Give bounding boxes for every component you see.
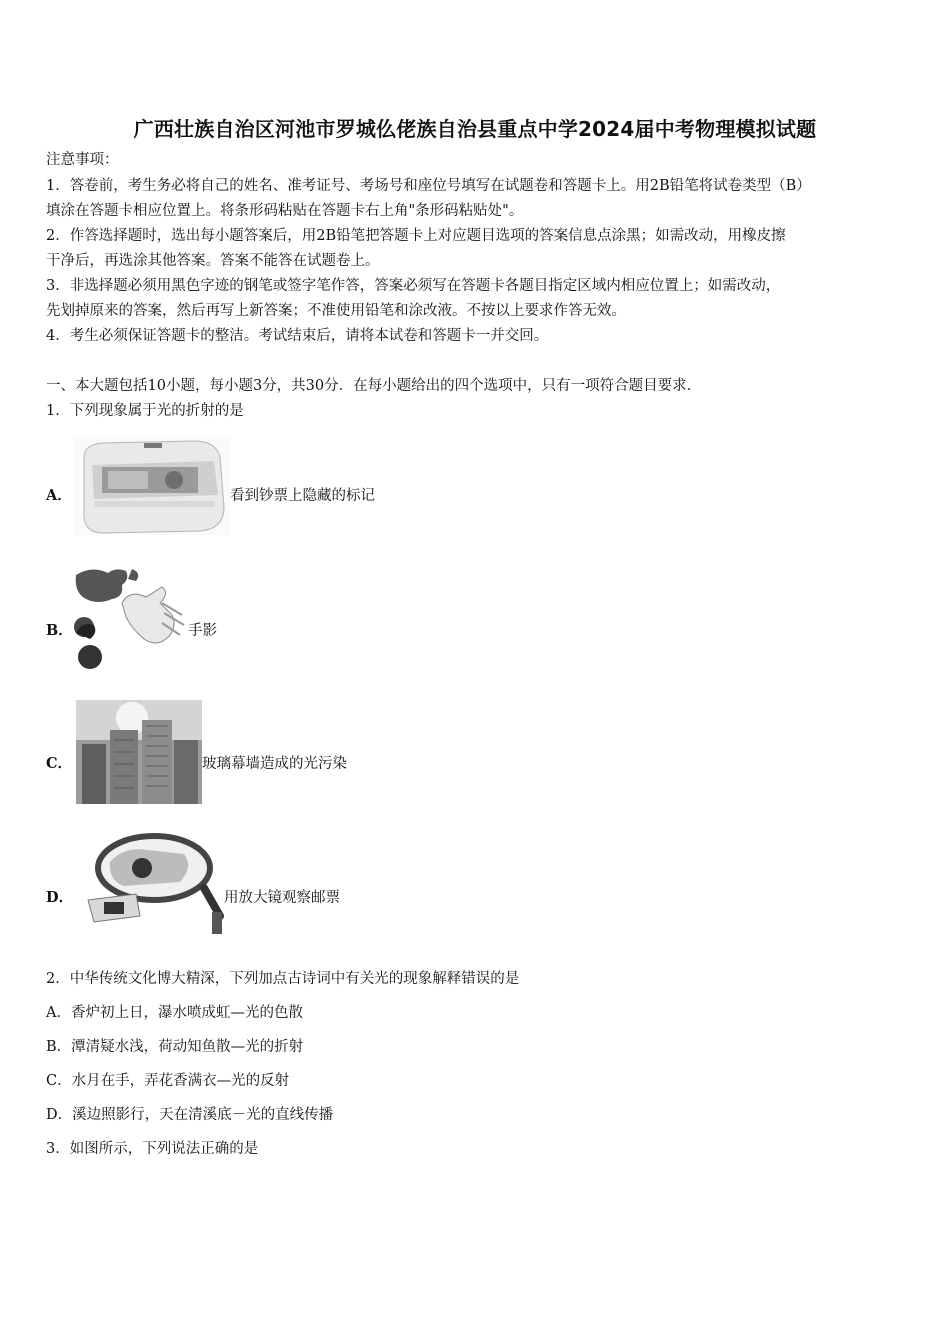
notice-line: 4．考生必须保证答题卡的整洁。考试结束后，请将本试卷和答题卡一并交回。 [46,328,549,344]
notice-line: 1．答卷前，考生务必将自己的姓名、准考证号、考场号和座位号填写在试题卷和答题卡上。用2B铅笔将试卷类型（B） [46,178,811,194]
option-d-text: 用放大镜观察邮票 [224,890,340,906]
hand-shadow-image [72,563,188,673]
question-3-stem: 3．如图所示，下列说法正确的是 [46,1141,259,1157]
question-2-option: A．香炉初上日，瀑水喷成虹—光的色散 [46,1005,303,1021]
glass-curtain-wall-image [76,700,202,804]
option-c-letter: C． [46,755,73,772]
option-b-letter: B． [46,622,73,639]
notice-line: 干净后，再选涂其他答案。答案不能答在试题卷上。 [46,253,380,269]
notice-heading: 注意事项： [46,152,119,168]
notice-line: 2．作答选择题时，选出每小题答案后，用2B铅笔把答题卡上对应题目选项的答案信息点涂黑；如需改动，用橡皮擦 [46,228,786,244]
notice-line: 先划掉原来的答案，然后再写上新答案；不准使用铅笔和涂改液。不按以上要求作答无效。 [46,303,626,319]
page-title: 广西壮族自治区河池市罗城仫佬族自治县重点中学2024届中考物理模拟试题 [133,117,817,141]
notice-line: 填涂在答题卡相应位置上。将条形码粘贴在答题卡右上角"条形码粘贴处"。 [46,203,524,219]
question-2-option: D．溪边照影行，天在清溪底－光的直线传播 [46,1107,334,1123]
option-d-letter: D． [46,889,74,906]
notice-line: 3．非选择题必须用黑色字迹的钢笔或签字笔作答，答案必须写在答题卡各题目指定区域内相应位置上；如需改动， [46,278,781,294]
option-c-text: 玻璃幕墙造成的光污染 [202,756,347,772]
question-2-option: B．潭清疑水浅，荷动知鱼散—光的折射 [46,1039,304,1055]
question-2-stem: 2．中华传统文化博大精深，下列加点古诗词中有关光的现象解释错误的是 [46,971,520,987]
option-a-letter: A． [46,487,72,504]
section-heading: 一、本大题包括10小题，每小题3分，共30分．在每小题给出的四个选项中，只有一项符合题目要求． [46,378,702,394]
option-b-text: 手影 [188,623,217,639]
banknote-detector-image [74,437,230,535]
option-a-text: 看到钞票上隐藏的标记 [230,488,375,504]
magnifier-stamp-image [84,832,224,936]
question-2-option: C．水月在手，弄花香满衣—光的反射 [46,1073,290,1089]
question-1-stem: 1．下列现象属于光的折射的是 [46,403,244,419]
